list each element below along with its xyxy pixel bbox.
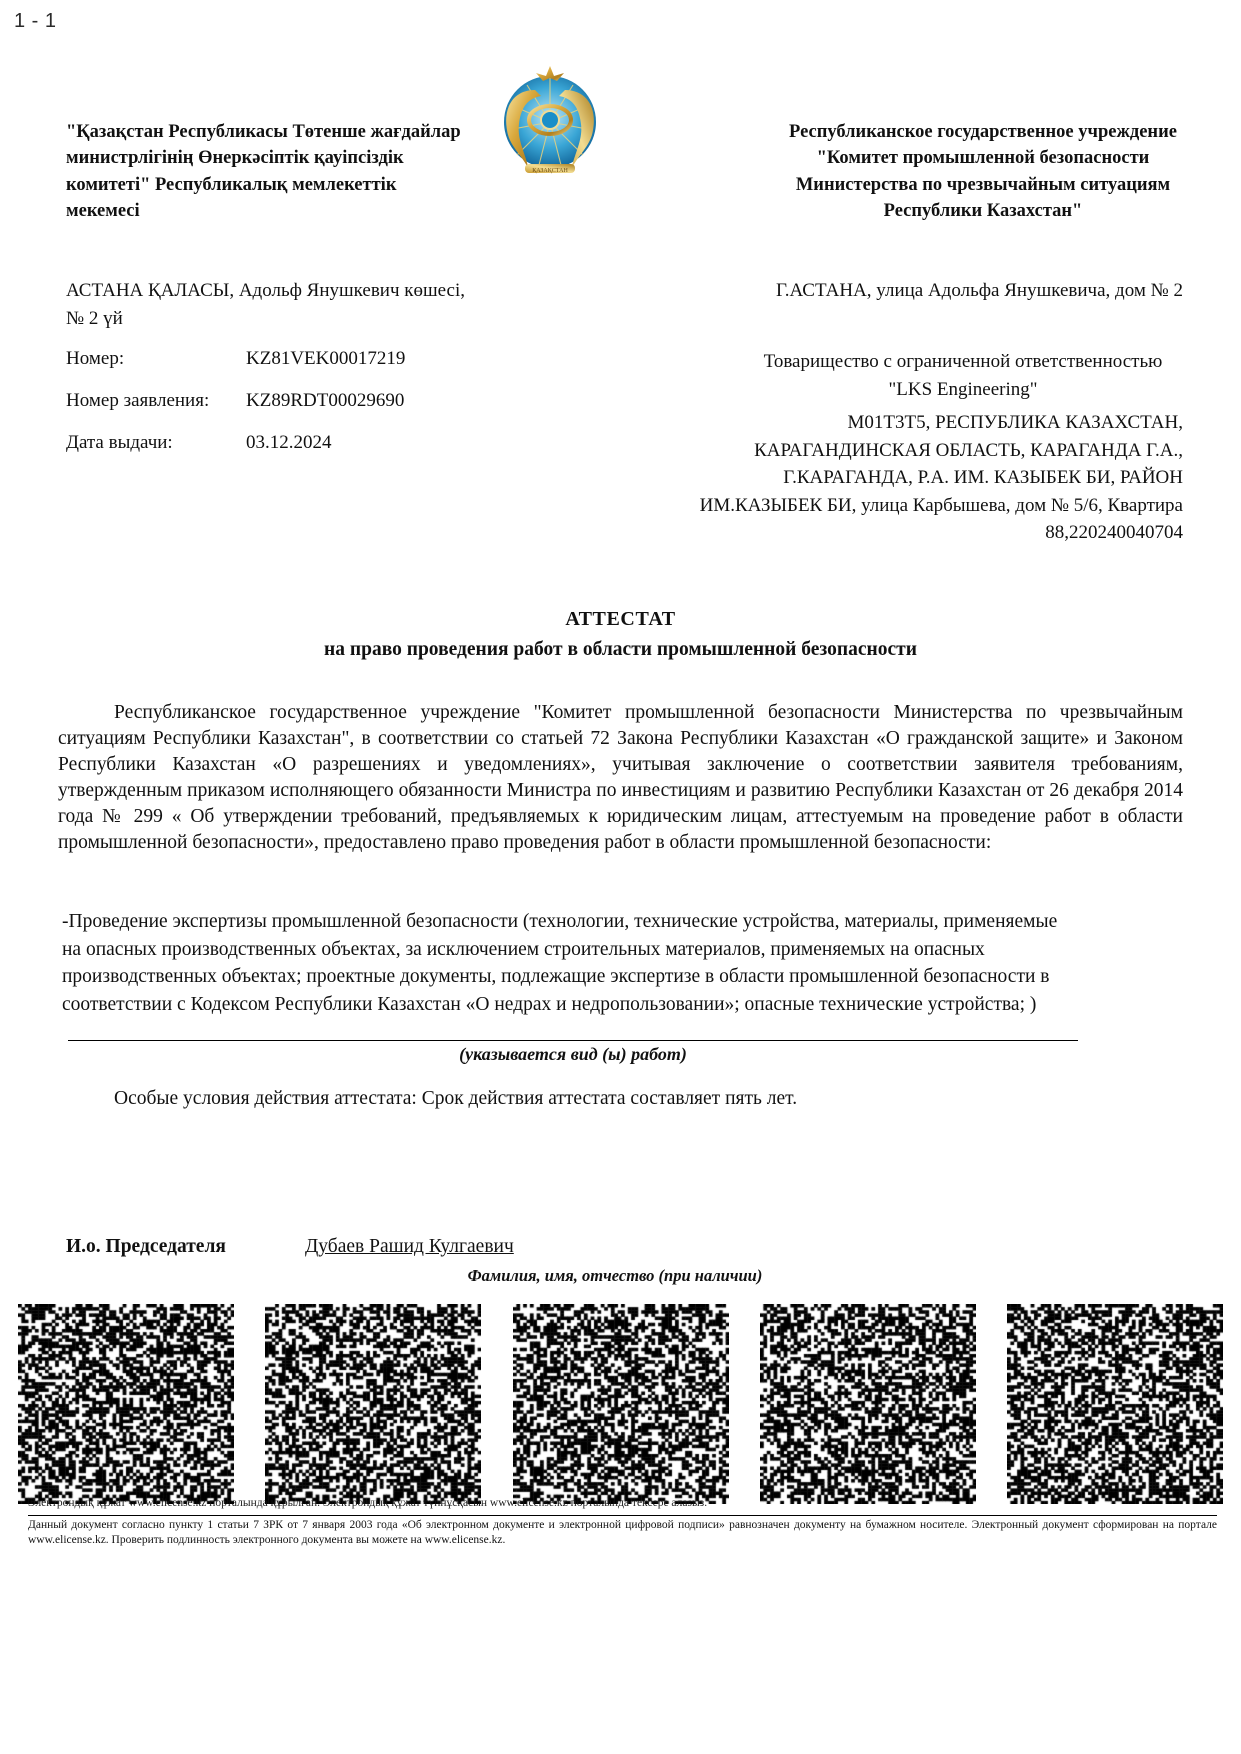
- works-caption: (указывается вид (ы) работ): [459, 1044, 687, 1064]
- body-paragraph: Республиканское государственное учреждение "Комитет промышленной безопасности Министерства по чрезвычайным ситуациям Республики Казахстан", в соответствии со статьей 72 Закона Республики Казахстан «О гражданской защите» и Законом Республики Казахстан «О разрешениях и уведомлениях», учитывая заключение о соответствии заявителя требованиям, утвержденным приказом исполняющего обязанности Министра по инвестициям и развитию Республики Казахстан от 26 декабря 2014 года № 299 « Об утверждении требований, предъявляемых к юридическим лицам, аттестуемым на проведение работ в области промышленной безопасности», предоставлено право проведения работ в области промышленной безопасности:: [58, 702, 1183, 853]
- page-marker: 1 - 1: [14, 10, 57, 32]
- document-header: [0, 105, 1241, 295]
- qr-code: [18, 1304, 234, 1504]
- field-row-issue-date: [66, 432, 536, 454]
- field-label-application-number: Номер заявления:: [66, 390, 210, 411]
- page-subtitle: на право проведения работ в области промышленной безопасности: [324, 639, 917, 660]
- qr-code: [513, 1304, 729, 1504]
- footer-divider: [28, 1515, 1217, 1516]
- kazakhstan-coat-of-arms-icon: [495, 60, 605, 190]
- works-divider: [68, 1040, 1078, 1041]
- certificate-fields: [66, 348, 536, 474]
- title-block: [0, 608, 1241, 661]
- field-row-number: [66, 348, 536, 370]
- footer-fine-print: [28, 1498, 1217, 1549]
- field-label-number: Номер:: [66, 348, 125, 369]
- authority-address-ru: Г.АСТАНА, улица Адольфа Янушкевича, дом № 2: [775, 280, 1183, 301]
- footer-line-ru: Данный документ согласно пункту 1 статьи 7 ЗРК от 7 января 2003 года «Об электронном документе и электронной цифровой подписи» равнозначен документу на бумажном носителе. Электронный документ сформирован на портале www.elicense.kz. Проверить подлинность электронного документа вы можете на www.elicense.kz.: [28, 1519, 1217, 1547]
- field-label-issue-date: Дата выдачи:: [66, 432, 173, 453]
- company-name: Товарищество с ограниченной ответственностью "LKS Engineering": [763, 351, 1163, 400]
- qr-code-strip: [18, 1304, 1223, 1504]
- field-row-application-number: [66, 390, 536, 412]
- signer-name: Дубаев Рашид Кулгаевич: [305, 1236, 514, 1257]
- qr-code: [760, 1304, 976, 1504]
- company-address: M01T3T5, РЕСПУБЛИКА КАЗАХСТАН, КАРАГАНДИНСКАЯ ОБЛАСТЬ, КАРАГАНДА Г.А., Г.КАРАГАНДА, Р.А. ИМ. КАЗЫБЕК БИ, РАЙОН ИМ.КАЗЫБЕК БИ, улица Карбышева, дом № 5/6, Квартира 88,220240040704: [699, 412, 1183, 544]
- works-list: -Проведение экспертизы промышленной безопасности (технологии, технические устройства, материалы, применяемые на опасных производственных объектах, за исключением строительных материалов, применяемых на опасных производственных объектах; проектные документы, подлежащие экспертизе в области промышленной безопасности в соответствии с Кодексом Республики Казахстан «О недрах и недропользовании»; опасные технические устройства; ): [62, 911, 1058, 1016]
- org-name-ru: Республиканское государственное учреждение "Комитет промышленной безопасности Министерства по чрезвычайным ситуациям Республики Казахстан": [789, 122, 1177, 221]
- field-value-application-number: KZ89RDT00029690: [246, 390, 405, 411]
- field-value-number: KZ81VEK00017219: [246, 348, 406, 369]
- svg-text:ҚАЗАҚСТАН: ҚАЗАҚСТАН: [532, 168, 568, 174]
- authority-address-kk: АСТАНА ҚАЛАСЫ, Адольф Янушкевич көшесі, № 2 үй: [66, 280, 465, 329]
- footer-line-kk: Электрондық құжат www.elicense.kz порталында құрылған. Электрондық құжат түпнұсқасын www.elicense.kz порталында тексере алasыз.: [28, 1497, 708, 1509]
- signer-title: И.о. Председателя: [66, 1236, 226, 1257]
- field-value-issue-date: 03.12.2024: [246, 432, 332, 453]
- qr-code: [265, 1304, 481, 1504]
- special-conditions: Особые условия действия аттестата: Срок действия аттестата составляет пять лет.: [114, 1088, 798, 1109]
- org-name-kk: "Қазақстан Республикасы Төтенше жағдайлар министрлігінің Өнеркәсіптік қауіпсіздік комитеті" Республикалық мемлекеттік мекемесі: [66, 122, 461, 221]
- qr-code: [1007, 1304, 1223, 1504]
- signer-caption: Фамилия, имя, отчество (при наличии): [467, 1266, 763, 1285]
- page-title: АТТЕСТАТ: [565, 608, 676, 630]
